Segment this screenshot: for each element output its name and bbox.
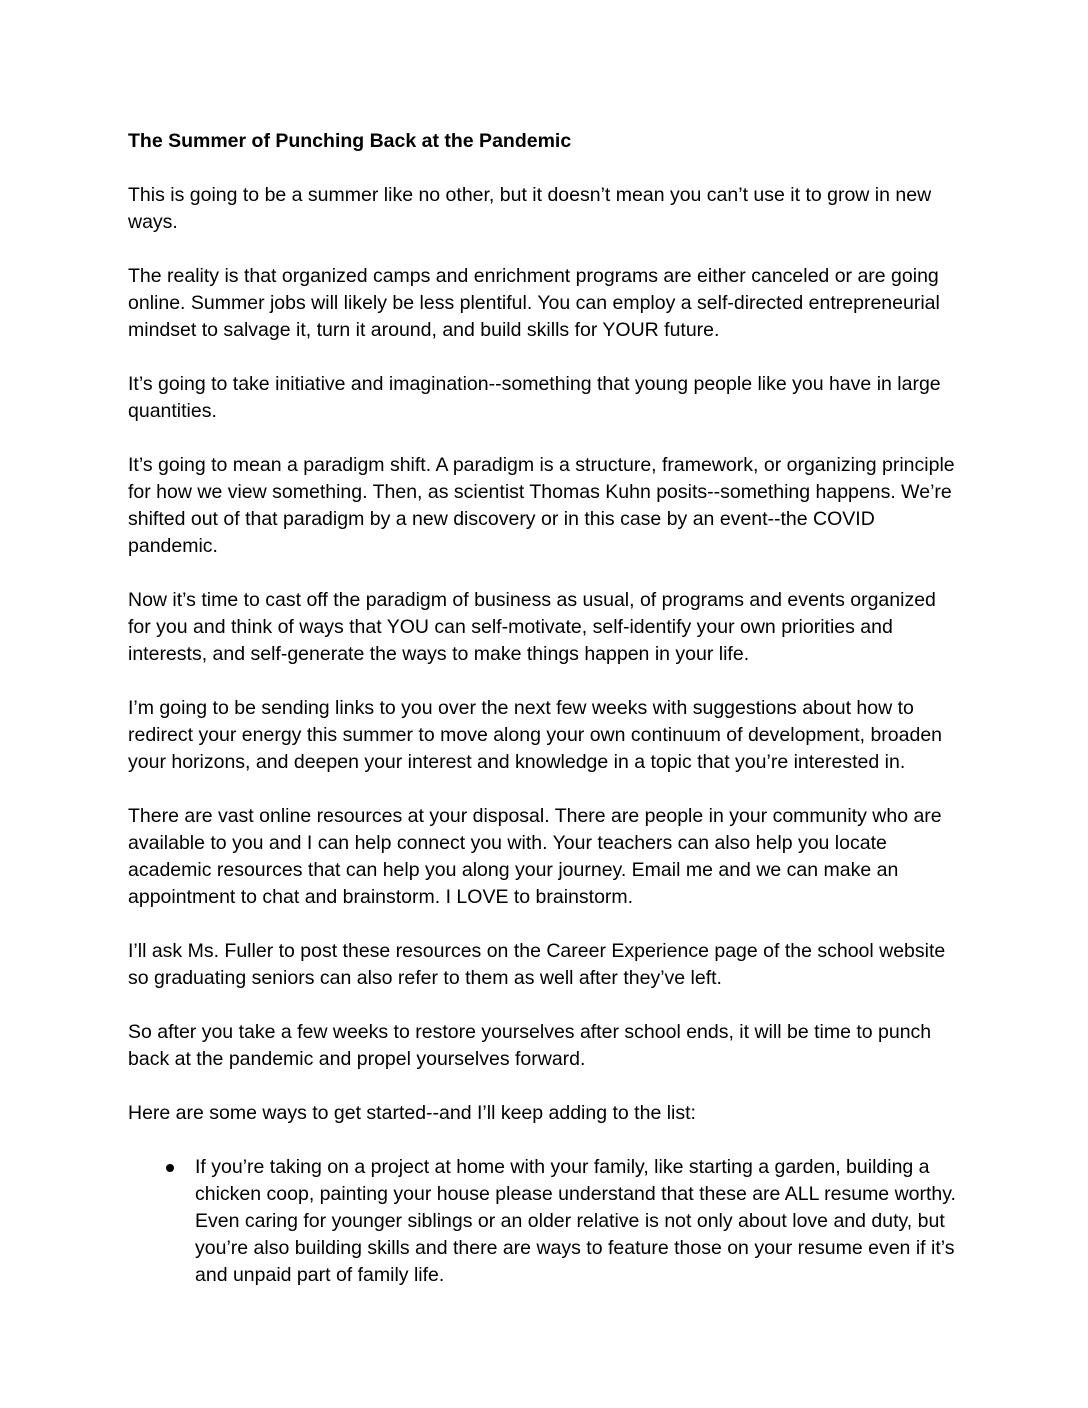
bullet-disc-icon bbox=[166, 1164, 174, 1172]
paragraph-1: This is going to be a summer like no other, but it doesn’t mean you can’t use it to grow in new ways. bbox=[128, 184, 932, 233]
paragraph-6: I’m going to be sending links to you over the next few weeks with suggestions about how to redirect your energy this summer to move along your own continuum of development, broaden your horizons, and deepen your interest and knowledge in a topic that you’re interested in. bbox=[128, 697, 943, 773]
paragraph-3: It’s going to take initiative and imagination--something that young people like you have in large quantities. bbox=[128, 373, 941, 422]
paragraph-4: It’s going to mean a paradigm shift. A paradigm is a structure, framework, or organizing principle for how we view something. Then, as scientist Thomas Kuhn posits--something happens. We’re shifted out of that paradigm by a new discovery or in this case by an event--the COVID pandemic. bbox=[128, 454, 955, 557]
document-title: The Summer of Punching Back at the Pandemic bbox=[128, 130, 572, 152]
paragraph-5: Now it’s time to cast off the paradigm of business as usual, of programs and events organized for you and think of ways that YOU can self-motivate, self-identify your own priorities and interests, and self-generate the ways to make things happen in your life. bbox=[128, 589, 936, 665]
paragraph-8: I’ll ask Ms. Fuller to post these resources on the Career Experience page of the school website so graduating seniors can also refer to them as well after they’ve left. bbox=[128, 940, 946, 989]
document-content bbox=[128, 128, 961, 1316]
paragraph-10: Here are some ways to get started--and I’ll keep adding to the list: bbox=[128, 1102, 696, 1124]
bullet-list bbox=[128, 1154, 961, 1289]
paragraph-2: The reality is that organized camps and enrichment programs are either canceled or are going online. Summer jobs will likely be less plentiful. You can employ a self-directed entrepreneurial mindset to salvage it, turn it around, and build skills for YOUR future. bbox=[128, 265, 940, 341]
list-item bbox=[128, 1154, 961, 1289]
list-item-text: If you’re taking on a project at home with your family, like starting a garden, building a chicken coop, painting your house please understand that these are ALL resume worthy. Even caring for younger siblings or an older relative is not only about love and duty, but you’re also building skills and there are ways to feature those on your resume even if it’s and unpaid part of family life. bbox=[195, 1156, 956, 1286]
paragraph-7: There are vast online resources at your disposal. There are people in your community who are available to you and I can help connect you with. Your teachers can also help you locate academic resources that can help you along your journey. Email me and we can make an appointment to chat and brainstorm. I LOVE to brainstorm. bbox=[128, 805, 942, 908]
paragraph-9: So after you take a few weeks to restore yourselves after school ends, it will be time to punch back at the pandemic and propel yourselves forward. bbox=[128, 1021, 932, 1070]
